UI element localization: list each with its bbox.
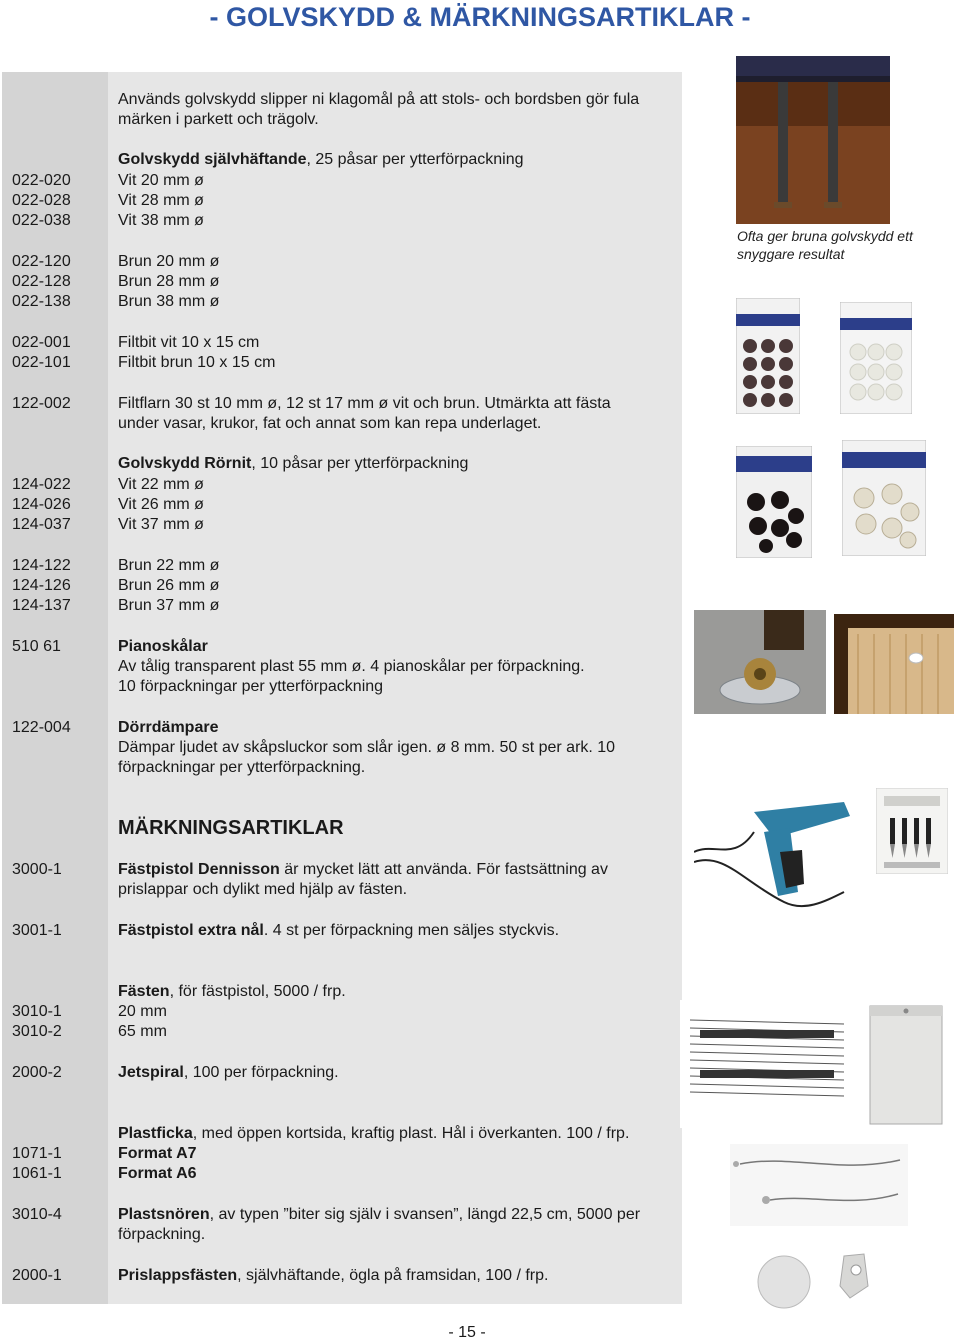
gun-line-1: [118, 860, 608, 880]
product-code: 3010-4: [12, 1206, 62, 1223]
plastic-strings-photo: [730, 1144, 908, 1226]
plastficka-rest: , med öppen kortsida, kraftig plast. Hål i överkanten. 100 / frp.: [192, 1125, 630, 1142]
brown-rornit-pack-photo: [736, 446, 812, 558]
product-description: Filtbit vit 10 x 15 cm: [118, 334, 260, 351]
prislapp-name: Prislappsfästen: [118, 1267, 238, 1284]
self-adhesive-rest: , 25 påsar per ytterförpackning: [306, 151, 524, 168]
plastficka-name: Plastficka: [118, 1125, 193, 1142]
product-description: Brun 37 mm ø: [118, 597, 220, 614]
product-description: Vit 26 mm ø: [118, 496, 204, 513]
product-code: 1071-1: [12, 1145, 62, 1162]
product-description: Format A7: [118, 1145, 197, 1162]
marking-heading: MÄRKNINGSARTIKLAR: [118, 817, 344, 839]
intro-line-1: Används golvskydd slipper ni klagomål på att stols- och bordsben gör fula: [118, 91, 640, 108]
product-code: 124-122: [12, 557, 71, 574]
product-code: 022-120: [12, 253, 71, 270]
product-description: Vit 37 mm ø: [118, 516, 204, 533]
product-code: 3001-1: [12, 922, 62, 939]
product-code: 3000-1: [12, 861, 62, 878]
product-code: 124-137: [12, 597, 71, 614]
product-description: Brun 22 mm ø: [118, 557, 220, 574]
product-code: 124-022: [12, 476, 71, 493]
rornit-heading: [118, 454, 468, 474]
gun-rest: är mycket lätt att använda. För fastsättning av: [279, 861, 608, 878]
door-name: Dörrdämpare: [118, 719, 219, 736]
filtflarn-line-1: Filtflarn 30 st 10 mm ø, 12 st 17 mm ø vit och brun. Utmärkta att fästa: [118, 395, 611, 412]
intro-line-2: märken i parkett och trägolv.: [118, 111, 319, 128]
product-description: Brun 28 mm ø: [118, 273, 220, 290]
product-code: 1061-1: [12, 1165, 62, 1182]
door-damper-photo: [834, 614, 954, 714]
rornit-rest: , 10 påsar per ytterförpackning: [251, 455, 469, 472]
piano-name: Pianoskålar: [118, 638, 208, 655]
chair-legs-photo: [736, 56, 890, 224]
product-code: 124-026: [12, 496, 71, 513]
jetspiral-rest: , 100 per förpackning.: [183, 1064, 339, 1081]
page-number: - 15 -: [448, 1324, 486, 1341]
product-code: 022-038: [12, 212, 71, 229]
product-code: 022-001: [12, 334, 71, 351]
product-description: Brun 20 mm ø: [118, 253, 220, 270]
product-code: 022-138: [12, 293, 71, 310]
needle-rest: . 4 st per förpackning men säljes styckvis.: [263, 922, 560, 939]
needle-name: Fästpistol extra nål: [118, 922, 264, 939]
product-code: 124-037: [12, 516, 71, 533]
product-code: 122-004: [12, 719, 71, 736]
product-code: 022-128: [12, 273, 71, 290]
product-description: Vit 38 mm ø: [118, 212, 204, 229]
price-tag-fastener-photo: [752, 1246, 902, 1312]
plastic-pocket-photo: [866, 1002, 946, 1128]
fasten-heading: [118, 982, 346, 1002]
filtflarn-line-2: under vasar, krukor, fat och annat som kan repa underlaget.: [118, 415, 542, 432]
fasten-name: Fästen: [118, 983, 170, 1000]
page-title: - GOLVSKYDD & MÄRKNINGSARTIKLAR -: [209, 2, 751, 32]
piano-line-1: Av tålig transparent plast 55 mm ø. 4 pianoskålar per förpackning.: [118, 658, 585, 675]
self-adhesive-heading: [118, 150, 524, 170]
product-description: Brun 26 mm ø: [118, 577, 220, 594]
door-line-1: Dämpar ljudet av skåpsluckor som slår igen. ø 8 mm. 50 st per ark. 10: [118, 739, 616, 756]
plastficka-heading: [118, 1124, 629, 1144]
self-adhesive-name: Golvskydd självhäftande: [118, 151, 307, 168]
photo-caption: Ofta ger bruna golvskydd ett snyggare resultat: [737, 228, 913, 262]
white-rornit-pack-photo: [842, 440, 926, 556]
product-code: 124-126: [12, 577, 71, 594]
product-description: Brun 38 mm ø: [118, 293, 220, 310]
plastsnoren-name: Plastsnören: [118, 1206, 210, 1223]
white-felt-pack-photo: [840, 302, 912, 414]
gun-name: Fästpistol Dennisson: [118, 861, 280, 878]
plastsnoren-line-2: förpackning.: [118, 1226, 206, 1243]
fasteners-photo: [680, 1000, 854, 1128]
piano-cup-photo: [694, 610, 826, 714]
product-code: 2000-2: [12, 1064, 62, 1081]
product-description: Filtbit brun 10 x 15 cm: [118, 354, 276, 371]
product-code: 3010-1: [12, 1003, 62, 1020]
door-line-2: förpackningar per ytterförpackning.: [118, 759, 366, 776]
prislapp-rest: , självhäftande, ögla på framsidan, 100 / frp.: [237, 1267, 549, 1284]
product-code: 022-028: [12, 192, 71, 209]
needle-pack-photo: [876, 788, 948, 874]
plastsnoren-line-1: [118, 1205, 640, 1225]
gun-line-2: prislappar och dylikt med hjälp av fästen.: [118, 881, 408, 898]
product-description: 20 mm: [118, 1003, 167, 1020]
prislapp-line: [118, 1266, 548, 1286]
rornit-name: Golvskydd Rörnit: [118, 455, 252, 472]
tag-gun-photo: [694, 792, 868, 932]
plastsnoren-rest: , av typen ”biter sig själv i svansen”, längd 22,5 cm, 5000 per: [209, 1206, 641, 1223]
jetspiral-line: [118, 1063, 339, 1083]
product-code: 510 61: [12, 638, 61, 655]
product-code: 2000-1: [12, 1267, 62, 1284]
jetspiral-name: Jetspiral: [118, 1064, 184, 1081]
product-description: Vit 20 mm ø: [118, 172, 204, 189]
product-code: 3010-2: [12, 1023, 62, 1040]
product-description: 65 mm: [118, 1023, 167, 1040]
product-description: Vit 28 mm ø: [118, 192, 204, 209]
brown-felt-pack-photo: [736, 298, 800, 414]
product-code: 022-020: [12, 172, 71, 189]
product-description: Format A6: [118, 1165, 197, 1182]
fasten-rest: , för fästpistol, 5000 / frp.: [169, 983, 346, 1000]
product-code: 122-002: [12, 395, 71, 412]
needle-line: [118, 921, 559, 941]
product-description: Vit 22 mm ø: [118, 476, 204, 493]
piano-line-2: 10 förpackningar per ytterförpackning: [118, 678, 384, 695]
product-code: 022-101: [12, 354, 71, 371]
